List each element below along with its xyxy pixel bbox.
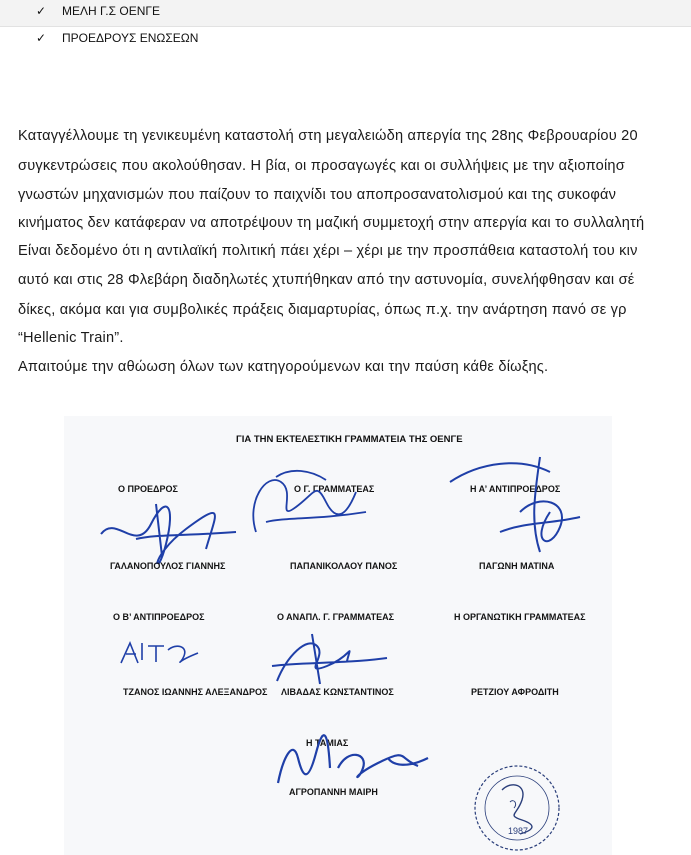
statement-line: δίκες, ακόμα και για συμβολικές πράξεις διαμαρτυρίας, όπως π.χ. την ανάρτηση πανό σε γρ (18, 302, 627, 318)
check-icon: ✓ (36, 4, 47, 18)
statement-line: κινήματος δεν κατάφεραν να αποτρέψουν τη μαζική συμμετοχή στην απεργία και το συλλαλητή (18, 215, 645, 231)
signature-scribble (440, 452, 590, 562)
signer-role: Η ΤΑΜΙΑΣ (306, 738, 349, 748)
seal-year: 1987 (508, 826, 529, 836)
signer-role: Η Α’ ΑΝΤΙΠΡΟΕΔΡΟΣ (470, 484, 561, 494)
signer-name: ΤΖΑΝΟΣ ΙΩΑΝΝΗΣ ΑΛΕΞΑΝΔΡΟΣ (123, 687, 268, 697)
statement-line: αυτό και στις 28 Φλεβάρη διαδηλωτές χτυπήθηκαν από την αστυνομία, συνελήφθησαν και σέ (18, 272, 635, 288)
signature-scribble (268, 728, 438, 790)
signature-scribble (236, 462, 386, 542)
statement-line: Καταγγέλλουμε τη γενικευμένη καταστολή στη μεγαλειώδη απεργία της 28ης Φεβρουαρίου 20 (18, 128, 638, 144)
signer-role: Ο Γ. ΓΡΑΜΜΑΤΕΑΣ (294, 484, 375, 494)
check-icon: ✓ (36, 31, 47, 45)
checklist-item (36, 31, 198, 45)
signer-role: Ο ΠΡΟΕΔΡΟΣ (118, 484, 178, 494)
statement-line: συγκεντρώσεις που ακολούθησαν. Η βία, οι προσαγωγές και οι συλλήψεις με την αξιοποίησ (18, 158, 625, 174)
statement-line: γνωστών μηχανισμών που παίζουν το παιχνίδι του αποπροσανατολισμού και της συκοφάν (18, 187, 617, 203)
signer-name: ΓΑΛΑΝΟΠΟΥΛΟΣ ΓΙΑΝΝΗΣ (110, 561, 226, 571)
signature-heading: ΓΙΑ ΤΗΝ ΕΚΤΕΛΕΣΤΙΚΗ ΓΡΑΜΜΑΤΕΙΑ ΤΗΣ ΟΕΝΓΕ (236, 434, 463, 445)
signer-name: ΑΓΡΟΠΑΝΝΗ ΜΑΙΡΗ (289, 787, 378, 797)
signer-role: Ο Β’ ΑΝΤΙΠΡΟΕΔΡΟΣ (113, 612, 205, 622)
signer-role: Η ΟΡΓΑΝΩΤΙΚΗ ΓΡΑΜΜΑΤΕΑΣ (454, 612, 586, 622)
signer-name: ΛΙΒΑΔΑΣ ΚΩΝΣΤΑΝΤΙΝΟΣ (281, 687, 394, 697)
statement-line: “Hellenic Train”. (18, 330, 124, 346)
signature-scribble (118, 638, 208, 668)
signer-name: ΠΑΓΩΝΗ ΜΑΤΙΝΑ (479, 561, 555, 571)
signer-name: ΠΑΠΑΝΙΚΟΛΑΟΥ ΠΑΝΟΣ (290, 561, 398, 571)
statement-line: Είναι δεδομένο ότι η αντιλαϊκή πολιτική πάει χέρι – χέρι με την προσπάθεια καταστολή του κιν (18, 243, 638, 259)
signer-role: Ο ΑΝΑΠΛ. Γ. ΓΡΑΜΜΑΤΕΑΣ (277, 612, 394, 622)
signer-name: ΡΕΤΖΙΟΥ ΑΦΡΟΔΙΤΗ (471, 687, 559, 697)
signature-scribble (262, 626, 392, 688)
union-seal-icon (472, 760, 562, 855)
statement-line: Απαιτούμε την αθώωση όλων των κατηγορούμενων και την παύση κάθε δίωξης. (18, 359, 549, 375)
checklist-item (36, 4, 160, 18)
checklist-item-text: ΜΕΛΗ Γ.Σ ΟΕΝΓΕ (62, 4, 161, 18)
checklist-item-text: ΠΡΟΕΔΡΟΥΣ ΕΝΩΣΕΩΝ (62, 31, 199, 45)
signature-scribble (96, 494, 246, 564)
